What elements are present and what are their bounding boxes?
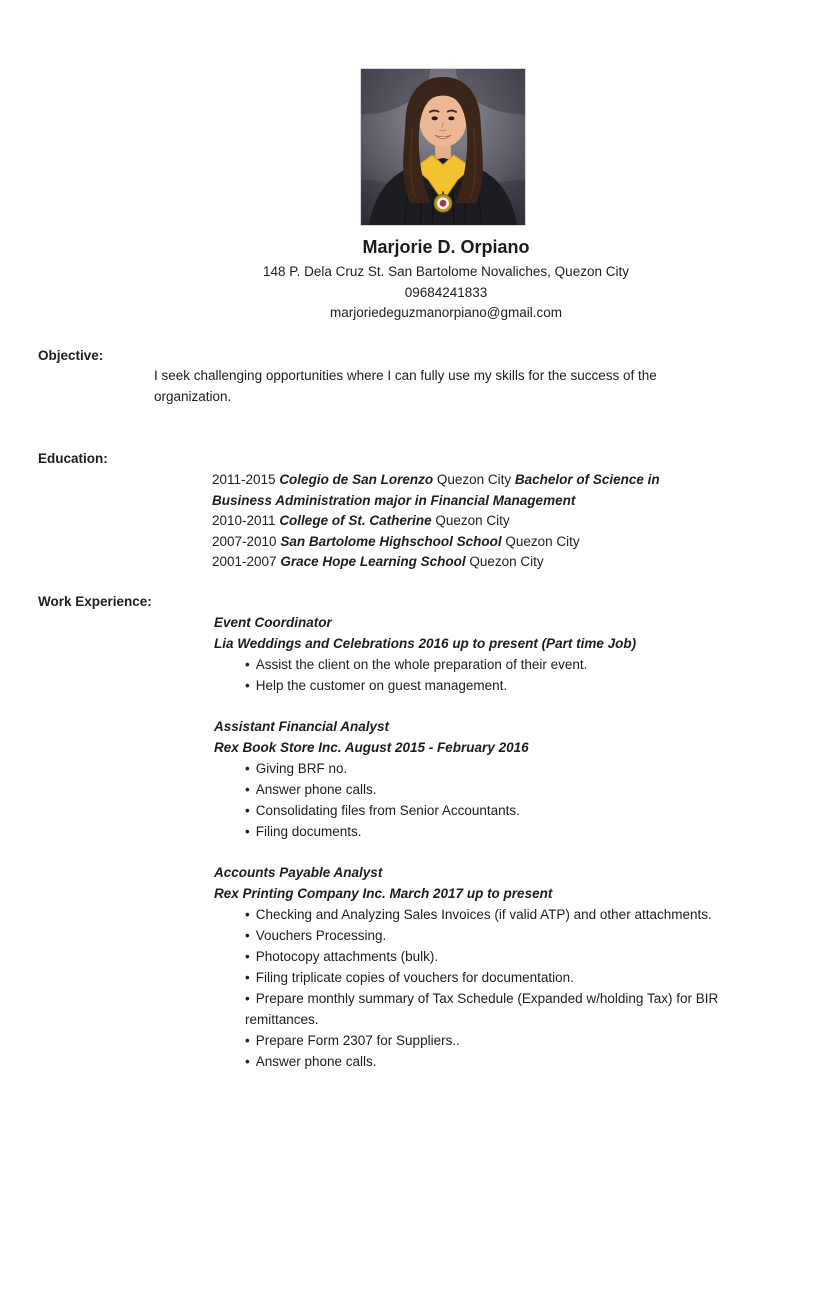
job-entry	[214, 863, 780, 1072]
bullet-item	[245, 821, 780, 842]
bullet-marker: •	[245, 657, 250, 672]
job-company: Rex Book Store Inc. August 2015 - February 2016	[214, 739, 529, 755]
edu-degree: Bachelor of Science in Business Administration major in Financial Management	[212, 472, 660, 508]
bullet-item	[245, 967, 780, 988]
education-entry	[212, 511, 694, 532]
bullet-text: Answer phone calls.	[255, 1054, 377, 1069]
education-entry	[212, 552, 694, 573]
edu-period: 2001-2007	[212, 554, 281, 569]
bullet-text: Consolidating files from Senior Accountants.	[255, 803, 520, 818]
bullet-text: Filing documents.	[255, 824, 362, 839]
bullet-text: Assist the client on the whole preparation of their event.	[255, 657, 588, 672]
bullet-marker: •	[245, 678, 250, 693]
education-entry	[212, 532, 694, 553]
bullet-marker: •	[245, 928, 250, 943]
job-bullets	[214, 654, 780, 696]
bullet-item	[245, 758, 780, 779]
bullet-text: Answer phone calls.	[255, 782, 377, 797]
job-title: Event Coordinator	[214, 615, 332, 630]
bullet-item	[245, 779, 780, 800]
job-title: Assistant Financial Analyst	[214, 719, 390, 734]
bullet-text: Filing triplicate copies of vouchers for documentation.	[255, 970, 574, 985]
edu-period: 2011-2015	[212, 472, 280, 487]
phone-line: 09684241833	[404, 284, 488, 300]
bullet-item	[245, 988, 780, 1030]
edu-location: Quezon City	[433, 472, 515, 487]
objective-text: I seek challenging opportunities where I can fully use my skills for the success of the organization.	[154, 368, 657, 404]
bullet-item	[245, 675, 780, 696]
education-entry	[212, 470, 694, 511]
job-bullets	[214, 758, 780, 842]
edu-school: Colegio de San Lorenzo	[279, 472, 434, 487]
graduation-portrait	[360, 68, 526, 226]
bullet-marker: •	[245, 1054, 250, 1069]
bullet-marker: •	[245, 824, 250, 839]
edu-location: Quezon City	[501, 533, 580, 549]
job-entry	[214, 613, 780, 696]
education-label: Education:	[38, 451, 108, 466]
bullet-marker: •	[245, 1033, 250, 1048]
bullet-text: Vouchers Processing.	[255, 928, 387, 943]
job-title: Accounts Payable Analyst	[214, 865, 383, 880]
address-line: 148 P. Dela Cruz St. San Bartolome Novaliches, Quezon City	[263, 264, 629, 279]
bullet-marker: •	[245, 970, 250, 985]
bullet-marker: •	[245, 803, 250, 818]
edu-location: Quezon City	[431, 513, 510, 528]
bullet-marker: •	[245, 782, 250, 797]
job-company: Lia Weddings and Celebrations 2016 up to present (Part time Job)	[214, 635, 637, 651]
education-content	[212, 470, 694, 573]
bullet-item	[245, 654, 780, 675]
edu-period: 2007-2010	[212, 533, 281, 549]
person-name: Marjorie D. Orpiano	[362, 237, 530, 257]
work-experience-content	[214, 613, 780, 1093]
job-bullets	[214, 904, 780, 1072]
bullet-marker: •	[245, 991, 250, 1006]
header-block	[64, 235, 828, 324]
bullet-item	[245, 800, 780, 821]
bullet-text: Prepare Form 2307 for Suppliers..	[255, 1033, 460, 1048]
bullet-text: Help the customer on guest management.	[255, 678, 508, 693]
bullet-item	[245, 946, 780, 967]
job-entry	[214, 717, 780, 842]
edu-school: Grace Hope Learning School	[280, 554, 466, 569]
bullet-item	[245, 1051, 780, 1072]
edu-school: San Bartolome Highschool School	[280, 533, 502, 549]
job-company: Rex Printing Company Inc. March 2017 up to present	[214, 885, 553, 901]
edu-period: 2010-2011	[212, 513, 280, 528]
bullet-item	[245, 904, 780, 925]
bullet-text: Photocopy attachments (bulk).	[255, 949, 439, 964]
bullet-text: Giving BRF no.	[255, 761, 348, 776]
bullet-marker: •	[245, 761, 250, 776]
edu-location: Quezon City	[465, 554, 544, 569]
edu-school: College of St. Catherine	[279, 513, 432, 528]
bullet-item	[245, 925, 780, 946]
bullet-marker: •	[245, 907, 250, 922]
email-line: marjoriedeguzmanorpiano@gmail.com	[329, 305, 563, 320]
objective-label: Objective:	[38, 348, 104, 363]
work-experience-label: Work Experience:	[38, 594, 152, 609]
bullet-marker: •	[245, 949, 250, 964]
bullet-item	[245, 1030, 780, 1051]
graduation-portrait-illustration	[361, 69, 525, 225]
bullet-text: Prepare monthly summary of Tax Schedule (Expanded w/holding Tax) for BIR remittances.	[245, 991, 719, 1027]
bullet-text: Checking and Analyzing Sales Invoices (if valid ATP) and other attachments.	[255, 907, 712, 922]
